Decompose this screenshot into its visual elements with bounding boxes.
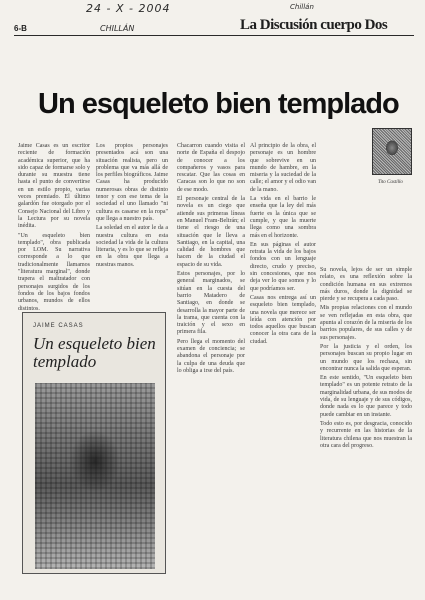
article-column-3	[177, 143, 245, 593]
article-headline: Un esqueleto bien templado	[38, 88, 399, 120]
article-paragraph: Los propios personajes presentados acá son una situación realista, pero un problema que va más allá de los perfiles biográficos. Jaime Casas ha producido numerosas obras de distinto tenor y con ese tema de la sociedad el uno llamado "ni cultura es casarse en la ropa" que llega a nuestro país.	[96, 143, 168, 222]
handwritten-date: 24 - X - 2004	[86, 2, 171, 15]
book-cover-image	[22, 312, 166, 574]
article-column-1	[18, 143, 90, 312]
article-paragraph: Chacarron cuando visita el norte de España el despojo de conocer a los compañeros y vasos para rescatar. Que las cosas en Caracas son lo que no son de ese modo.	[177, 143, 245, 193]
article-paragraph: "Un esqueleto bien templado", obra publicada por LOM. Su narrativa corresponde a lo que tradicionalmente llamamos "literatura marginal", donde trapera el maltratador con personajes surgidos de los fondos de los bajos fondos urbanos, mundos de ellos distintos.	[18, 232, 90, 312]
article-paragraph: Su novela, lejos de ser un simple relato, es una reflexión sobre la condición humana en sus extremos más duros, donde la dignidad se pierde y se recupera a cada paso.	[320, 267, 412, 303]
article-paragraph: Mis propias relaciones con el mundo se ven reflejadas en esta obra, que apunta al corazón de la miseria de los barrios populares, de sus calles y de sus personajes.	[320, 305, 412, 341]
author-photo	[372, 128, 412, 175]
article-paragraph: Casas nos entrega así un esqueleto bien templado, una novela que merece ser leída con atención por todos aquellos que buscan conocer la otra cara de la ciudad.	[250, 294, 316, 345]
book-cover-illustration	[35, 383, 155, 569]
handwritten-city-note: Chillán	[290, 3, 314, 11]
article-paragraph: En sus páginas el autor retrata la vida de los bajos fondos con un lenguaje directo, crudo y preciso, sin concesiones, que nos deja ver lo que somos y lo que podríamos ser.	[250, 241, 316, 292]
article-paragraph: La soledad en el autor le da a nuestra cultura en esta sociedad la vida de la cultura literaria, y es lo que se refleja en la obra que llega a nuestras manos.	[96, 225, 168, 268]
article-paragraph: La vida en el barrio le enseña que la ley del más fuerte es la única que se cumple, y que la muerte llega como una sombra más en el horizonte.	[250, 196, 316, 239]
article-column-5	[320, 267, 412, 593]
article-paragraph: Todo esto es, por desgracia, conocido y recurrente en las historias de la literatura chilena que nos muestran la otra cara del progreso.	[320, 420, 412, 449]
handwritten-city-stamp: CHILLÁN	[100, 24, 135, 33]
page-number: 6-B	[14, 24, 27, 33]
article-paragraph: Jaime Casas es un escritor reciente de formación académica superior, que ha sido capaz de formarse solo y durante su muestra tiene hasta el punto de convertirse en un estilo propio, varias veces premiado. El último galardón fue otorgado por el Consejo Nacional del Libro y la Lectura por su novela inédita.	[18, 143, 90, 230]
photo-caption: Tito Castillo	[378, 180, 403, 185]
article-paragraph: Al principio de la obra, el personaje es un hombre que sobrevive en un mundo de hambre, en la miseria y la suciedad de la calle; el amor y el odio van de la mano.	[250, 143, 316, 193]
article-paragraph: Estos personajes, por lo general marginados, se sitúan en la cuesta del barrio Matadero de Santiago, en donde se desarrolla la mayor parte de la trama, que cuenta con la traición y el sexo en primera fila.	[177, 271, 245, 336]
book-cover-title: Un esqueleto bien templado	[33, 334, 156, 371]
article-column-2	[96, 143, 168, 303]
section-header: La Discusión cuerpo Dos	[240, 17, 388, 33]
article-paragraph: En este sentido, "Un esqueleto bien templado" es un potente retrato de la marginalidad urbana, de sus modos de vida, de su lenguaje y de sus códigos, donde nada es lo que parece y todo puede cambiar en un instante.	[320, 375, 412, 418]
header-rule	[14, 35, 414, 36]
article-paragraph: Por la justicia y el orden, los personajes buscan su propio lugar en un mundo que los rechaza, sin encontrar nunca la salida que esperan.	[320, 343, 412, 372]
article-paragraph: Pero llega el momento del examen de conciencia; se abandona el personaje por la culpa de una deuda que lo obliga a irse del país.	[177, 338, 245, 374]
article-column-4	[250, 143, 316, 593]
article-paragraph: El personaje central de la novela es un ciego que atiende sus primeras líneas en Manuel Fram-Beltrán; el tiene el riesgo de una situación que le lleva a Santiago, en la capital, una calidad de hombres que hacen de la ciudad el espacio de su vida.	[177, 196, 245, 268]
book-cover-author: JAIME CASAS	[33, 323, 84, 329]
